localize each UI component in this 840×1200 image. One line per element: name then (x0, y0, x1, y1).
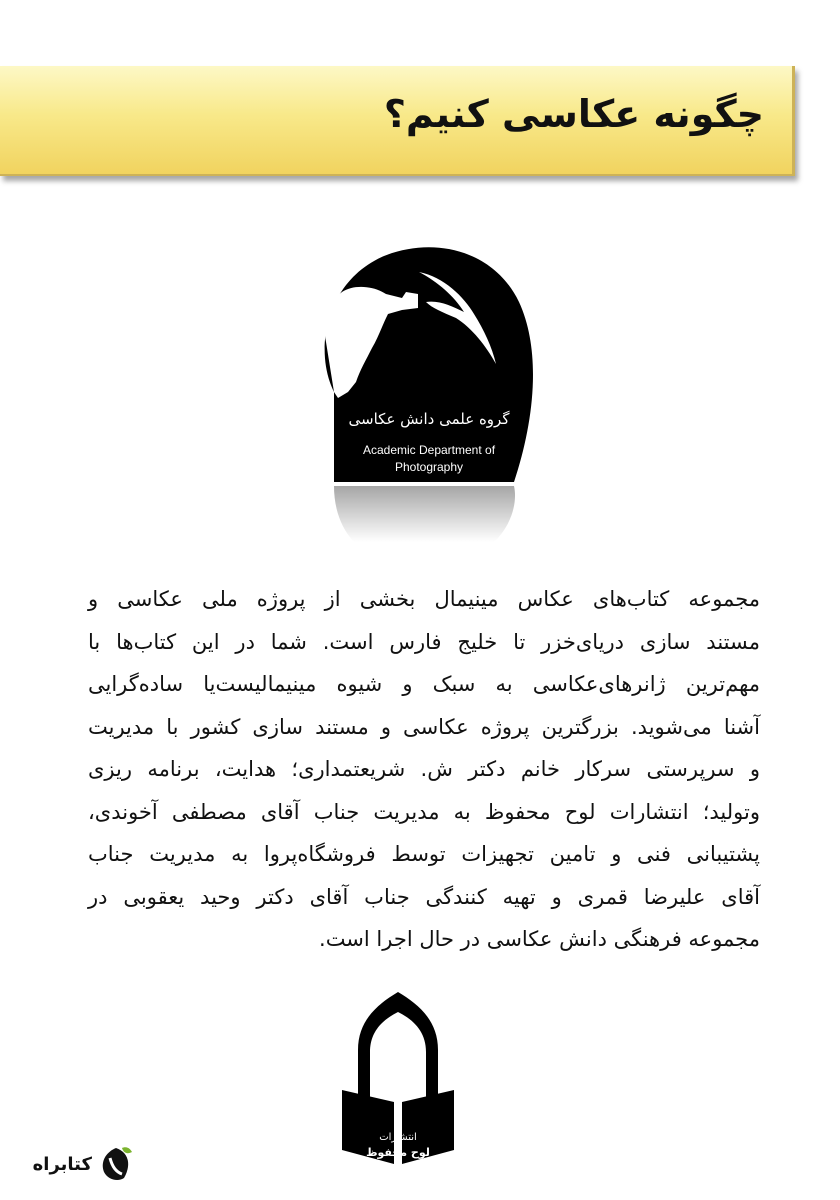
paragraph-line: آقای علیرضا قمری و تهیه کنندگی جناب آقای دکتر وحید یعقوبی در (88, 884, 760, 909)
photography-department-logo (314, 242, 539, 547)
ketabrah-leaf-icon (96, 1144, 136, 1184)
paragraph-line: پشتیبانی فنی و تامین تجهیزات توسط فروشگاه‌پروا به مدیریت جناب (88, 842, 760, 866)
logo-english-line2: Photography (394, 460, 464, 474)
publisher-line1: انتشارات (379, 1132, 417, 1143)
page-title: چگونه عکاسی کنیم؟ (383, 92, 764, 136)
intro-paragraph (88, 578, 760, 961)
logo-reflection (334, 486, 515, 542)
paragraph-line: و سرپرستی سرکار خانم دکتر ش. شریعتمداری؛ هدایت، برنامه ریزی (88, 757, 760, 781)
publisher-logo (328, 990, 468, 1168)
paragraph-line: مجموعه فرهنگی دانش عکاسی در حال اجرا است. (319, 927, 760, 951)
logo-english-line1: Academic Department of (362, 443, 496, 457)
title-banner (0, 66, 795, 176)
publisher-line2: لوح محفوظ (366, 1146, 430, 1159)
ketabrah-label: کتابراه (32, 1153, 92, 1175)
lowh-mahfouz-book-arch-icon (328, 990, 468, 1168)
paragraph-line: وتولید؛ انتشارات لوح محفوظ به مدیریت جناب آقای مصطفی آخوندی، (88, 799, 760, 824)
paragraph-line: آشنا می‌شوید. بزرگترین پروژه عکاسی و مستند سازی کشور با مدیریت (88, 714, 760, 739)
logo-graphic (314, 242, 539, 547)
paragraph-line: مستند سازی دریای‌خزر تا خلیج فارس است. شما در این کتاب‌ها با (88, 629, 760, 654)
paragraph-line: مهم‌ترین ژانرهای‌عکاسی به سبک و شیوه مینیمالیست‌یا ساده‌گرایی (88, 672, 760, 696)
paragraph-line: مجموعه کتاب‌های عکاس مینیمال بخشی از پروژه ملی عکاسی و (88, 587, 760, 611)
ketabrah-badge (16, 1142, 136, 1186)
logo-persian-name: گروه علمی دانش عکاسی (348, 410, 510, 428)
